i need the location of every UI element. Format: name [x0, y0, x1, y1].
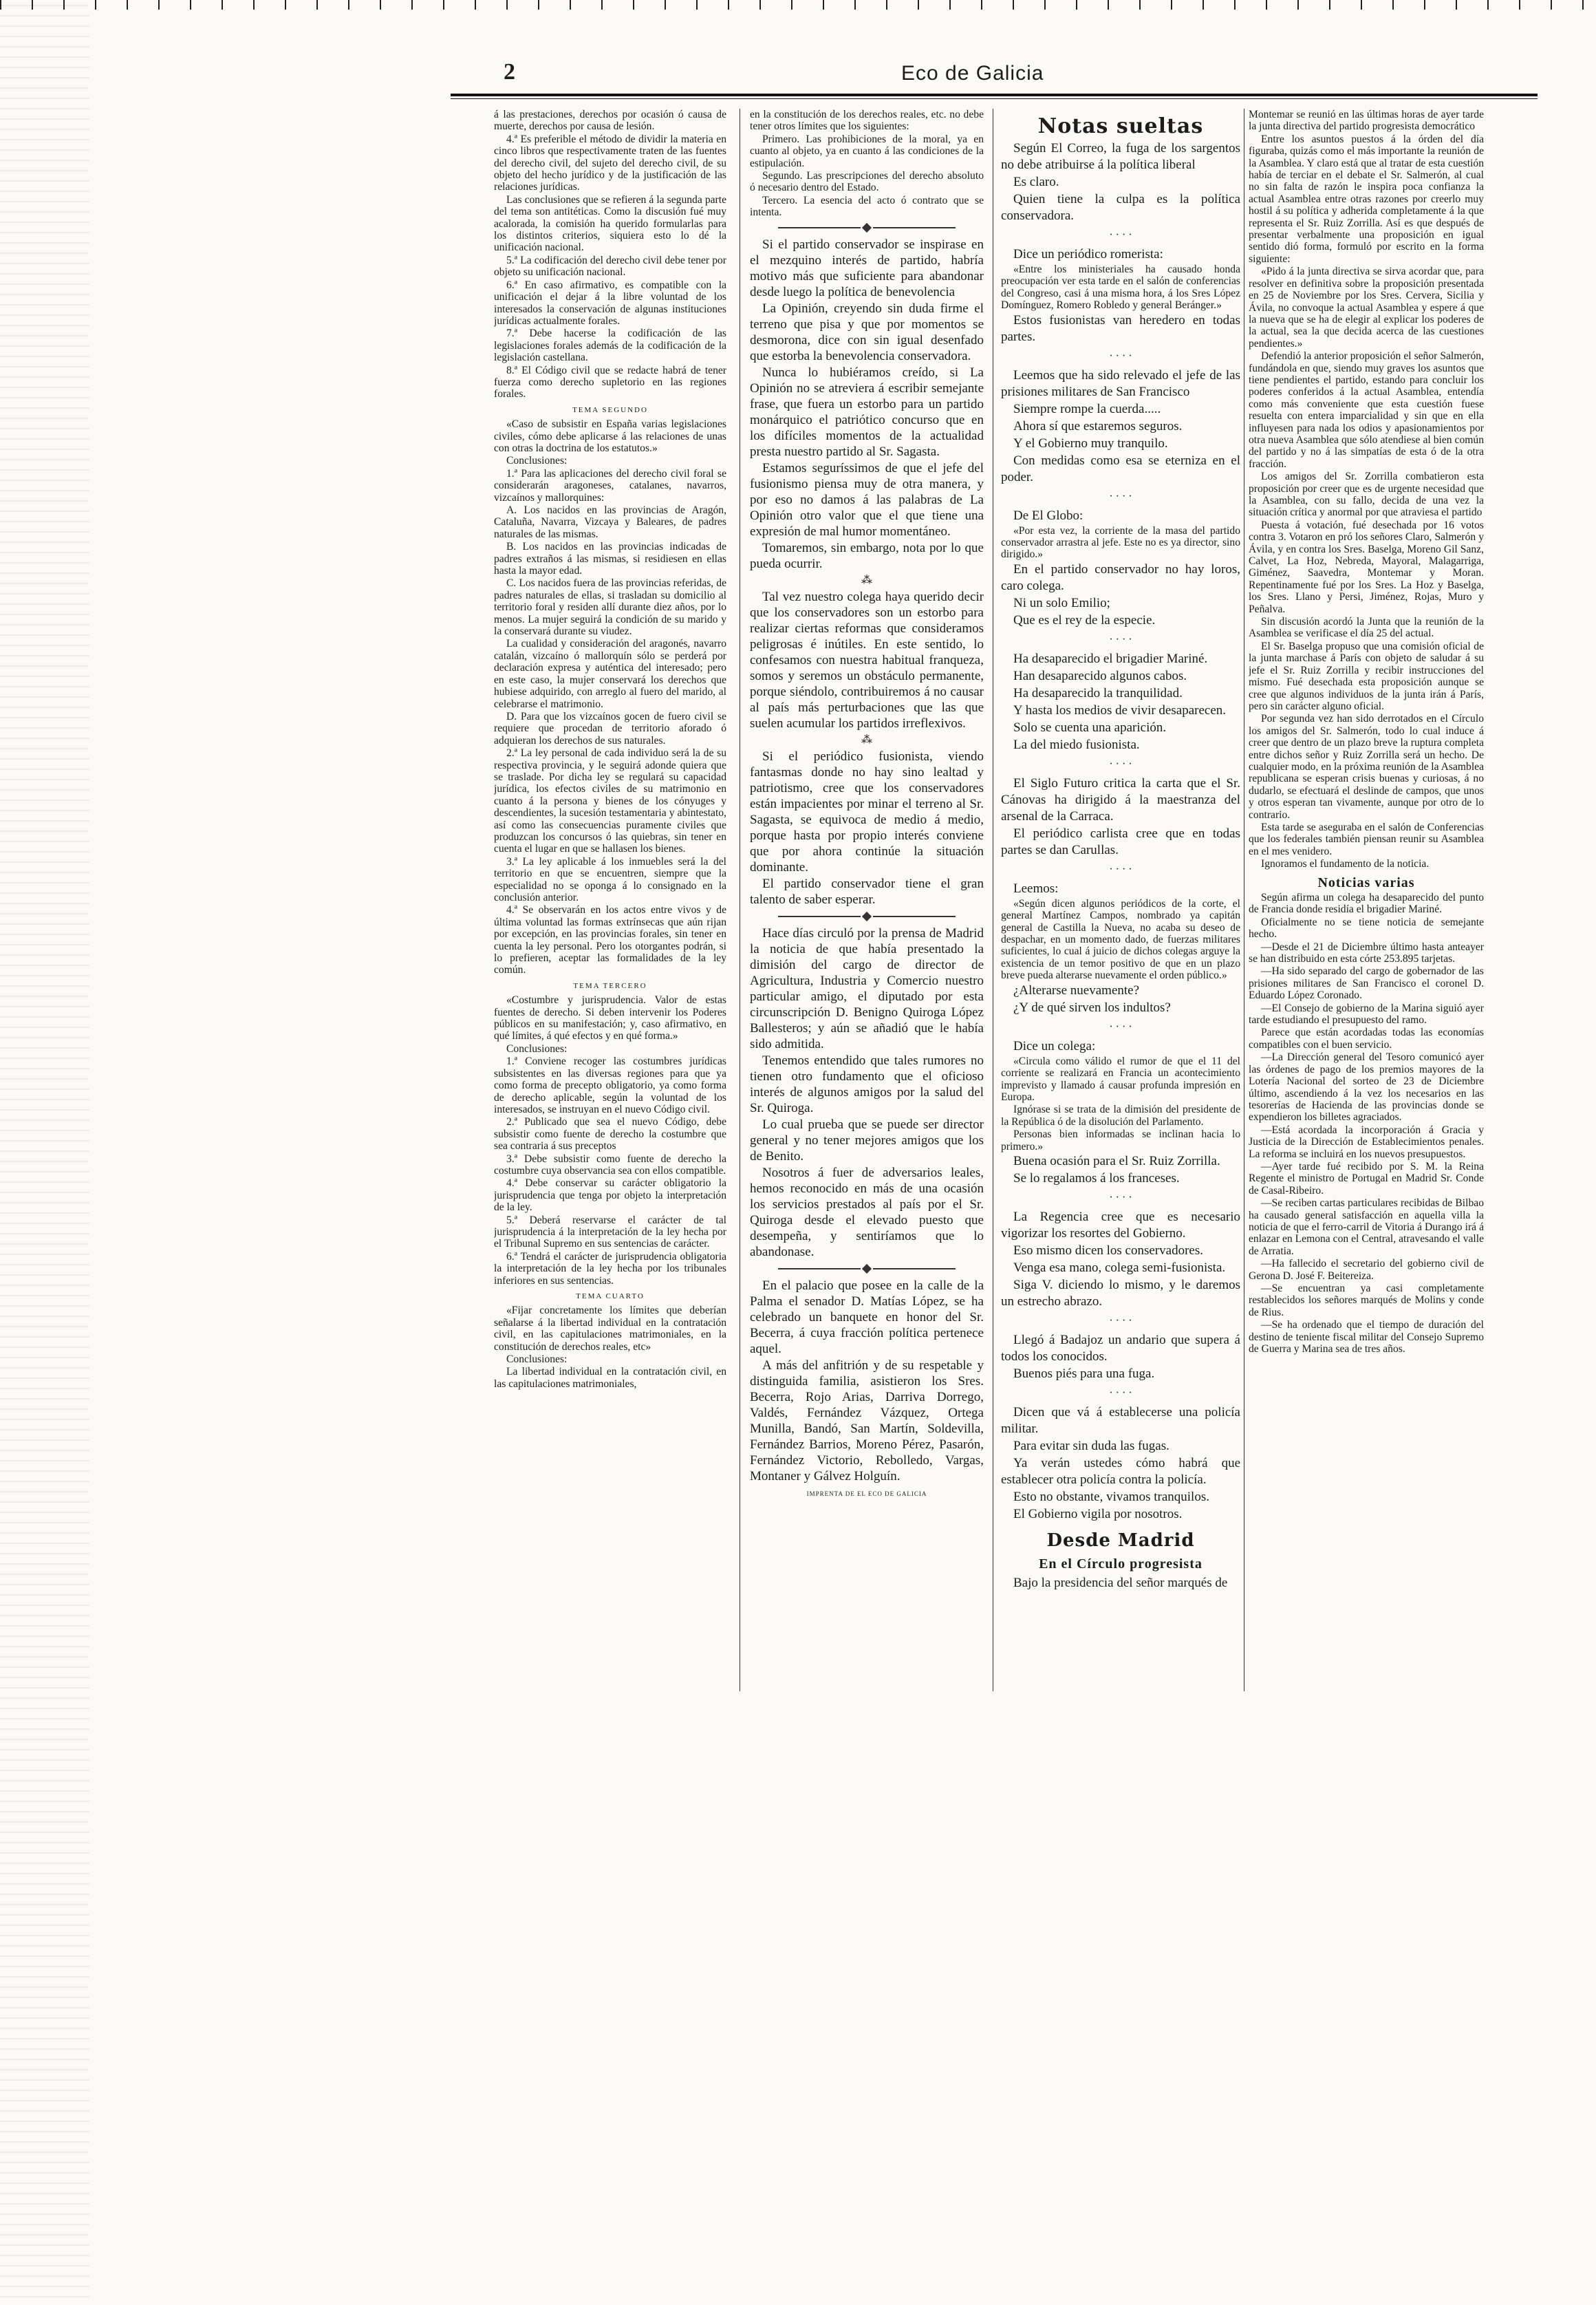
paragraph: Conclusiones:: [506, 1353, 568, 1366]
paragraph: El Sr. Baselga propuso que una comisión oficial de la junta marchase á París con objeto de saludar á su jefe el Sr. Ruiz Zorrilla y recibir instrucciones del mismo. Fué desechada esta proposición aunque se cree que algunos individuos de la junta irán á París, pero sin carácter alguno oficial.: [1249, 640, 1484, 712]
paragraph: 2.ª La ley personal de cada individuo será la de su respectiva provincia, y le seguirá adonde quiera que se traslade. Por dicha ley se regulará su capacidad jurídica, los efectos civiles de su matrimonio en cuanto á la persona y bienes de los cónyuges y descendientes, la sucesión testamentaria y abintestato, así como las consecuencias puramente civiles que produzcan los concursos ó las quiebras, sin tener en cuenta el lugar en que se hallasen los bienes.: [494, 747, 726, 855]
ornament-divider: [750, 1265, 984, 1272]
quote: «Según dicen algunos periódicos de la corte, el general Martínez Campos, nombrado ya capitán general de Castilla la Nueva, no acaba su deseo de despachar, en un momento dado, de fuerzas militares suficientes, lo cual á juicio de dichos colegas arguye la existencia de un temor positivo de que en un plazo breve pueda alterarse nuevamente el orden público.»: [1001, 897, 1240, 982]
header-rule-thin: [451, 98, 1538, 99]
paragraph: Siga V. diciendo lo mismo, y le daremos un estrecho abrazo.: [1001, 1277, 1240, 1309]
paragraph: 8.ª El Código civil que se redacte habrá de tener fuerza como derecho supletorio en las regiones forales.: [494, 364, 726, 400]
paragraph: El periódico carlista cree que en todas partes se dan Carullas.: [1001, 826, 1240, 857]
masthead-title: Eco de Galicia: [901, 62, 1044, 85]
paragraph: Ni un solo Emilio;: [1013, 595, 1110, 610]
paragraph: Tenemos entendido que tales rumores no tienen otro fundamento que el oficioso interés de algunos amigos por la salud del Sr. Quiroga.: [750, 1053, 984, 1116]
paragraph: De El Globo:: [1013, 508, 1083, 523]
paragraph: 7.ª Debe hacerse la codificación de las legislaciones forales además de la codificación de la legislación castellana.: [494, 328, 726, 364]
dots-divider: · · · ·: [1109, 758, 1132, 770]
paragraph: Para evitar sin duda las fugas.: [1013, 1438, 1169, 1453]
paragraph: Esto no obstante, vivamos tranquilos.: [1013, 1489, 1209, 1504]
paragraph: Bajo la presidencia del señor marqués de: [1013, 1575, 1228, 1590]
paragraph: Conclusiones:: [506, 1042, 568, 1055]
paragraph: Estamos seguríssimos de que el jefe del fusionismo piensa muy de otra manera, y por eso no damos á las palabras de La Opinión otro valor que el que tiene una expresión de mal humor momentáneo.: [750, 460, 984, 539]
page-number: 2: [504, 59, 515, 85]
paragraph: 5.ª La codificación del derecho civil debe tener por objeto su unificación nacional.: [494, 254, 726, 279]
paragraph: —La Dirección general del Tesoro comunicó ayer las órdenes de pago de los premios mayores de la Lotería Nacional del sorteo de 23 de Diciembre último, ascendiendo á la vez los necesarios en las tesorerías de Hacienda de las provincias donde se expendieron los billetes agraciados.: [1249, 1051, 1484, 1124]
asterism-divider: ⁂: [861, 734, 872, 747]
paragraph: D. Para que los vizcaínos gocen de fuero civil se requiere que procedan de territorio aforado ó adquieran los derechos de sus naturales.: [494, 710, 726, 747]
paragraph: La del miedo fusionista.: [1013, 737, 1140, 752]
paragraph: Los amigos del Sr. Zorrilla combatieron esta proposición por creer que es de urgente necesidad que la Asamblea, con su fallo, decida de una vez la situación crítica y anormal por que atraviesa el partido: [1249, 471, 1484, 519]
paragraph: 6.ª Tendrá el carácter de jurisprudencia obligatoria la interpretación de la ley hecha por los tribunales inferiores en sus sentencias.: [494, 1250, 726, 1287]
paragraph: Entre los asuntos puestos á la órden del día figuraba, quizás como el más importante la reunión de la Asamblea. Y claro está que al tratar de esta cuestión había de terciar en el debate el Sr. Salmerón, al cual no sin falta de razón le inspira poca confianza la actual Asamblea entre otras razones por creerlo muy hostil á su política y adherida completamente á la que representa el Sr. Ruiz Zorrilla. Así es que después de presentar verbalmente una proposición en igual sentido dió forma, formuló por escrito en la forma siguiente:: [1249, 133, 1484, 265]
ornament-divider: [750, 913, 984, 920]
paragraph: Con medidas como esa se eterniza en el poder.: [1001, 453, 1240, 484]
quote: «Entre los ministeriales ha causado honda preocupación ver esta tarde en el salón de conferencias del Congreso, casi á una misma hora, á los Sres López Domínguez, Romero Robledo y general Beránger.»: [1001, 264, 1240, 312]
paragraph: Venga esa mano, colega semi-fusionista.: [1013, 1260, 1226, 1275]
section-heading: TEMA CUARTO: [576, 1292, 645, 1300]
dots-divider: · · · ·: [1109, 1386, 1132, 1399]
paragraph: Si el partido conservador se inspirase en el mezquino interés de partido, habría motivo más que suficiente para abandonar desde luego la política de benevolencia: [750, 237, 984, 299]
subsection-title: Noticias varias: [1317, 875, 1415, 890]
imprint-line: IMPRENTA DE EL ECO DE GALICIA: [806, 1490, 927, 1498]
paragraph: A más del anfitrión y de su respetable y distinguida familia, asistieron los Sres. Becerra, Rojo Arias, Darriva Dorrego, Valdés, Fernández Vázquez, Ortega Munilla, Bandó, San Martín, Soldevilla, Fernández Barrios, Moreno Pérez, Pasarón, Fernández Victorio, Rebolledo, Vargas, Montaner y Gálvez Holguín.: [750, 1358, 984, 1484]
paragraph: La Regencia cree que es necesario vigorizar los resortes del Gobierno.: [1001, 1209, 1240, 1241]
paragraph: Y hasta los medios de vivir desaparecen.: [1013, 703, 1227, 718]
paragraph: «Costumbre y jurisprudencia. Valor de estas fuentes de derecho. Si deben intervenir los Poderes públicos en su manifestación; y, caso afirmativo, en qué límites, á qué efectos y en qué forma.»: [494, 994, 726, 1042]
paragraph: B. Los nacidos en las provincias indicadas de padres extraños á las mismas, si residiesen en ellas hasta la mayor edad.: [494, 541, 726, 577]
paragraph: 1.ª Conviene recoger las costumbres jurídicas subsistentes en las diversas regiones para que ya como forma de precepto obligatorio, ya como forma de derecho aplicable, según la voluntad de los interesados, se instruyan en el nuevo Código civil.: [494, 1055, 726, 1115]
column-2: [750, 109, 984, 1712]
paragraph: Buenos piés para una fuga.: [1013, 1366, 1155, 1381]
paragraph: —Ha sido separado del cargo de gobernador de las prisiones militares de San Francisco el coronel D. Eduardo López Coronado.: [1249, 965, 1484, 1002]
paragraph: Estos fusionistas van heredero en todas partes.: [1001, 312, 1240, 344]
paragraph: Parece que están acordadas todas las economías compatibles con el buen servicio.: [1249, 1027, 1484, 1051]
paragraph: Ha desaparecido el brigadier Mariné.: [1013, 651, 1208, 666]
column-3: [1001, 109, 1240, 1712]
dots-divider: · · · ·: [1109, 863, 1132, 875]
paragraph: El Siglo Futuro critica la carta que el Sr. Cánovas ha dirigido á la maestranza del arsenal de la Carraca.: [1001, 775, 1240, 824]
paragraph: En el palacio que posee en la calle de la Palma el senador D. Matías López, se ha celebrado un banquete en honor del Sr. Becerra, á cuya fracción política pertenece aquel.: [750, 1278, 984, 1357]
dots-divider: · · · ·: [1109, 633, 1132, 645]
paragraph: Hace días circuló por la prensa de Madrid la noticia de que había presentado la dimisión del cargo de director de Agricultura, Industria y Comercio nuestro particular amigo, el diputado por esta circunscripción D. Benigno Quiroga López Ballesteros; y aún se añadió que le había sido admitida.: [750, 926, 984, 1052]
paragraph: á las prestaciones, derechos por ocasión ó causa de muerte, derechos por causa de lesión.: [494, 109, 726, 133]
quote: Ignórase si se trata de la dimisión del presidente de la República ó de la disolución del Parlamento.: [1001, 1104, 1240, 1128]
paragraph: Ya verán ustedes cómo habrá que establecer otra policía contra la policía.: [1001, 1455, 1240, 1487]
paragraph: Las conclusiones que se refieren á la segunda parte del tema son antitéticas. Como la discusión fué muy acalorada, la comisión ha querido formularlas para los distintos criterios, siquiera esto lo dé la unificación nacional.: [494, 193, 726, 254]
paragraph: C. Los nacidos fuera de las provincias referidas, de padres naturales de ellas, si trasladan su domicilio al territorio foral y residen allí durante diez años, por lo menos. La mujer seguirá la condición de su marido y la conservará durante su viudez.: [494, 577, 726, 638]
paragraph: Conclusiones:: [506, 455, 568, 467]
paragraph: —Se reciben cartas particulares recibidas de Bilbao ha causado general satisfacción en aquella villa la noticia de que el ferro-carril de Vitoria á Durango irá á enlazar en Lemona con el Central, atravesando el valle de Arratia.: [1249, 1197, 1484, 1257]
paragraph: 4.ª Debe conservar su carácter obligatorio la jurisprudencia que tenga por objeto la interpretación de la ley.: [494, 1177, 726, 1214]
asterism-divider: ⁂: [861, 574, 872, 586]
paragraph: «Fijar concretamente los límites que deberían señalarse á la libertad individual en la contratación civil, en las capitulaciones matrimoniales, en la constitución de derechos reales, etc»: [494, 1305, 726, 1353]
dots-divider: · · · ·: [1109, 1314, 1132, 1327]
paragraph: Tercero. La esencia del acto ó contrato que se intenta.: [750, 194, 984, 219]
paragraph: 1.ª Para las aplicaciones del derecho civil foral se considerarán aragoneses, catalanes, navarros, vizcaínos y mallorquines:: [494, 467, 726, 504]
scan-margin-texture: [0, 0, 89, 2305]
paragraph: 3.ª Debe subsistir como fuente de derecho la costumbre cuya observancia sea con ellos compatible.: [494, 1152, 726, 1177]
quote: Personas bien informadas se inclinan hacia lo primero.»: [1001, 1128, 1240, 1152]
paragraph: Solo se cuenta una aparición.: [1013, 720, 1167, 735]
paragraph: La cualidad y consideración del aragonés, navarro catalán, vizcaíno ó mallorquín sólo se perderá por declaración expresa y auténtica del interesado; pero en este caso, la mujer conservará los derechos que hubiese adquirido, con arreglo al fuero del marido, al celebrarse el matrimonio.: [494, 638, 726, 710]
paragraph: Quien tiene la culpa es la política conservadora.: [1001, 192, 1240, 223]
paragraph: En el partido conservador no hay loros, caro colega.: [1001, 561, 1240, 593]
quote: «Circula como válido el rumor de que el 11 del corriente se realizará en Francia un acontecimiento imprevisto y llamado á causar profunda impresión en Europa.: [1001, 1055, 1240, 1103]
paragraph: Lo cual prueba que se puede ser director general y no tener mejores amigos que los de Benito.: [750, 1117, 984, 1164]
paragraph: Tal vez nuestro colega haya querido decir que los conservadores son un estorbo para realizar ciertas reformas que consideramos peligrosas é inútiles. En este sentido, lo confesamos con nuestra habitual franqueza, somos y seremos un obstáculo permanente, porque siéndolo, contribuiremos á no causar al país más perturbaciones que las que suelen acumular los partidos irreflexivos.: [750, 590, 984, 731]
paragraph: Dice un periódico romerista:: [1013, 247, 1163, 261]
paragraph: —Desde el 21 de Diciembre último hasta anteayer se han distribuido en esta córte 253.895 tarjetas.: [1249, 941, 1484, 965]
paragraph: Siempre rompe la cuerda.....: [1013, 401, 1161, 416]
paragraph: Llegó á Badajoz un andario que supera á todos los conocidos.: [1001, 1332, 1240, 1364]
paragraph: Han desaparecido algunos cabos.: [1013, 668, 1187, 683]
section-heading: TEMA TERCERO: [573, 981, 647, 990]
dots-divider: · · · ·: [1109, 229, 1132, 241]
paragraph: —El Consejo de gobierno de la Marina siguió ayer tarde estudiando el presupuesto del ramo.: [1249, 1002, 1484, 1027]
scan-top-edge: [0, 0, 1596, 10]
paragraph: Se lo regalamos á los franceses.: [1013, 1170, 1180, 1186]
paragraph: Nosotros á fuer de adversarios leales, hemos reconocido en más de una ocasión los servicios prestados al país por el Sr. Quiroga desde el elevado puesto que desempeña, y sentiríamos que lo abandonase.: [750, 1166, 984, 1260]
page-header: [447, 59, 1527, 95]
paragraph: Eso mismo dicen los conservadores.: [1013, 1243, 1203, 1258]
paragraph: Primero. Las prohibiciones de la moral, ya en cuanto al objeto, ya en cuanto á las condiciones de la estipulación.: [750, 133, 984, 169]
paragraph: Esta tarde se aseguraba en el salón de Conferencias que los federales también piensan reunir su Asamblea en el mes venidero.: [1249, 821, 1484, 857]
paragraph: Sin discusión acordó la Junta que la reunión de la Asamblea se verificase el día 25 del actual.: [1249, 616, 1484, 640]
column-4: [1249, 109, 1484, 1712]
paragraph: Y el Gobierno muy tranquilo.: [1013, 436, 1168, 451]
paragraph: A. Los nacidos en las provincias de Aragón, Cataluña, Navarra, Vizcaya y Baleares, de padres naturales de las mismas.: [494, 504, 726, 540]
ornament-divider: [750, 224, 984, 231]
paragraph: Según afirma un colega ha desaparecido del punto de Francia donde residía el brigadier Mariné.: [1249, 892, 1484, 916]
paragraph: La Opinión, creyendo sin duda firme el terreno que pisa y que por momentos se desmorona, dice con sin igual desenfado que estorba la benevolencia conservadora.: [750, 301, 984, 363]
paragraph: Si el periódico fusionista, viendo fantasmas donde no hay sino lealtad y patriotismo, cree que los conservadores están impacientes por minar el terreno al Sr. Sagasta, se equivoca de medio á medio, porque hasta por propio interés conviene que por ahora continúe la situación dominante.: [750, 749, 984, 875]
paragraph: El Gobierno vigila por nosotros.: [1013, 1506, 1183, 1521]
paragraph: —Se encuentran ya casi completamente restablecidos los señores marqués de Molins y conde de Rius.: [1249, 1283, 1484, 1318]
paragraph: Dice un colega:: [1013, 1038, 1096, 1053]
paragraph: La libertad individual en la contratación civil, en las capitulaciones matrimoniales,: [494, 1366, 726, 1390]
paragraph: Buena ocasión para el Sr. Ruiz Zorrilla.: [1013, 1153, 1220, 1168]
dots-divider: · · · ·: [1109, 350, 1132, 362]
paragraph: «Caso de subsistir en España varias legislaciones civiles, cómo debe aplicarse á las relaciones de unas con otras la doctrina de los estatutos.»: [494, 418, 726, 454]
paragraph: Según El Correo, la fuga de los sargentos no debe atribuirse á la política liberal: [1001, 141, 1240, 172]
paragraph: 4.ª Es preferible el método de dividir la materia en cinco libros que respectivamente traten de las fuentes del derecho civil, del sujeto del derecho civil, de su objeto del hecho jurídico y de la justificación de las relaciones jurídicas.: [494, 133, 726, 193]
paragraph: —Está acordada la incorporación á Gracia y Justicia de la Dirección de Establecimientos penales. La reforma se incluirá en los nuevos presupuestos.: [1249, 1124, 1484, 1160]
section-heading: TEMA SEGUNDO: [572, 405, 648, 414]
paragraph: —Ha fallecido el secretario del gobierno civil de Gerona D. José F. Beitereiza.: [1249, 1258, 1484, 1282]
paragraph: 2.ª Publicado que sea el nuevo Código, debe subsistir como fuente de derecho la costumbre que sea contraria á sus preceptos: [494, 1116, 726, 1152]
paragraph: ¿Alterarse nuevamente?: [1013, 983, 1140, 998]
paragraph: 6.ª En caso afirmativo, es compatible con la unificación el dejar á la libre voluntad de los interesados la conservación de algunas instituciones jurídicas actualmente forales.: [494, 279, 726, 327]
paragraph: Es claro.: [1013, 175, 1059, 189]
paragraph: «Pido á la junta directiva se sirva acordar que, para resolver en definitiva sobre la proposición presentada en 25 de Noviembre por los Sres. Cervera, Sicilia y Ávila, no convoque la actual Asamblea y espere á que la nueva que se ha de elegir al explicar los poderes de la actual, sea la que decida acerca de las cuestiones pendientes.»: [1249, 266, 1484, 350]
quote: «Por esta vez, la corriente de la masa del partido conservador arrastra al jefe. Este no es ya director, sino dirigido.»: [1001, 524, 1240, 561]
paragraph: Defendió la anterior proposición el señor Salmerón, fundándola en que, siendo muy graves los asuntos que tiene pendientes el partido, estando para concluir los poderes conferidos á la actual Asamblea, entendía como más conveniente que esta cuestión fuese resuelta con entera imparcialidad y sin que en ella influyesen para nada los odios y apasionamientos por otra nueva Asamblea que sólo atendiese al bien común del partido y no á las simpatías de esta ó de la otra fracción.: [1249, 350, 1484, 470]
paragraph: —Ayer tarde fué recibido por S. M. la Reina Regente el ministro de Portugal en Madrid Sr. Conde de Casal-Ribeiro.: [1249, 1160, 1484, 1197]
paragraph: Ahora sí que estaremos seguros.: [1013, 418, 1183, 433]
dots-divider: · · · ·: [1109, 1020, 1132, 1033]
paragraph: Ha desaparecido la tranquilidad.: [1013, 685, 1183, 700]
paragraph: Montemar se reunió en las últimas horas de ayer tarde la junta directiva del partido progresista democrático: [1249, 109, 1484, 133]
paragraph: Puesta á votación, fué desechada por 16 votos contra 3. Votaron en pró los señores Claro, Salmerón y Ávila, y en contra los Sres. Baselga, Moreno Gil Sanz, Calvet, La Hoz, Nebreda, Mayoral, Malagarriga, Giménez, Saavedra, Montemar y Moran. Repentinamente fué por los Sres. La Hoz y Baselga, los Sres. Llano y Persi, Jiménez, Rojas, Muro y Peñalva.: [1249, 519, 1484, 615]
paragraph: 3.ª La ley aplicable á los inmuebles será la del territorio en que se encuentren, siempre que la especialidad no se oponga á lo consignado en la conclusión anterior.: [494, 855, 726, 903]
dots-divider: · · · ·: [1109, 490, 1132, 502]
paragraph: Segundo. Las prescripciones del derecho absoluto ó necesario dentro del Estado.: [750, 170, 984, 194]
paragraph: ¿Y de qué sirven los indultos?: [1013, 1000, 1171, 1015]
paragraph: Nunca lo hubiéramos creído, si La Opinión no se atreviera á escribir semejante frase, que fuera un estorbo para un partido monárquico el patriótico concurso que en los difíciles momentos de la actualidad presta nuestro partido al Sr. Sagasta.: [750, 365, 984, 459]
paragraph: Tomaremos, sin embargo, nota por lo que pueda ocurrir.: [750, 540, 984, 571]
paragraph: 4.ª Se observarán en los actos entre vivos y de última voluntad las formas extrínsecas que aún rijan por excepción, en las provincias forales, sin tener en cuenta la ley personal. Pero los otorgantes podrán, si lo prefieren, aceptar las formalidades de la ley común.: [494, 904, 726, 976]
column-1: [494, 109, 726, 1712]
section-title-notas-sueltas: Notas sueltas: [1037, 114, 1204, 138]
dots-divider: · · · ·: [1109, 1191, 1132, 1203]
paragraph: Por segunda vez han sido derrotados en el Círculo los amigos del Sr. Salmerón, todo lo cual induce á creer que dentro de un plazo breve la ruptura completa entre dichos señor y Ruiz Zorrilla será un hecho. De cualquier modo, en la próxima reunión de la Asamblea republicana se esperan crisis buenas y curiosas, á no dudarlo, se efectuará el deslinde de campos, que unos y otros esperan tan vivamente, aunque por otro de lo contrario.: [1249, 713, 1484, 821]
header-rule-thick: [451, 94, 1538, 96]
paragraph: El partido conservador tiene el gran talento de saber esperar.: [750, 877, 984, 908]
paragraph: Que es el rey de la especie.: [1013, 612, 1156, 628]
paragraph: Dicen que vá á establecerse una policía militar.: [1001, 1404, 1240, 1436]
paragraph: 5.ª Deberá reservarse el carácter de tal jurisprudencia á la interpretación de la ley hecha por el Tribunal Supremo en sus sentencias de carácter.: [494, 1214, 726, 1250]
paragraph: Oficialmente no se tiene noticia de semejante hecho.: [1249, 916, 1484, 941]
paragraph: Leemos que ha sido relevado el jefe de las prisiones militares de San Francisco: [1001, 367, 1240, 399]
subsection-title: En el Círculo progresista: [1039, 1556, 1203, 1572]
section-title-desde-madrid: Desde Madrid: [1046, 1530, 1195, 1551]
paragraph: Leemos:: [1013, 881, 1059, 896]
paragraph: —Se ha ordenado que el tiempo de duración del destino de teniente fiscal militar del Consejo Supremo de Guerra y Marina sea de tres años.: [1249, 1319, 1484, 1355]
paragraph: en la constitución de los derechos reales, etc. no debe tener otros límites que los siguientes:: [750, 109, 984, 133]
paragraph: Ignoramos el fundamento de la noticia.: [1261, 858, 1430, 870]
